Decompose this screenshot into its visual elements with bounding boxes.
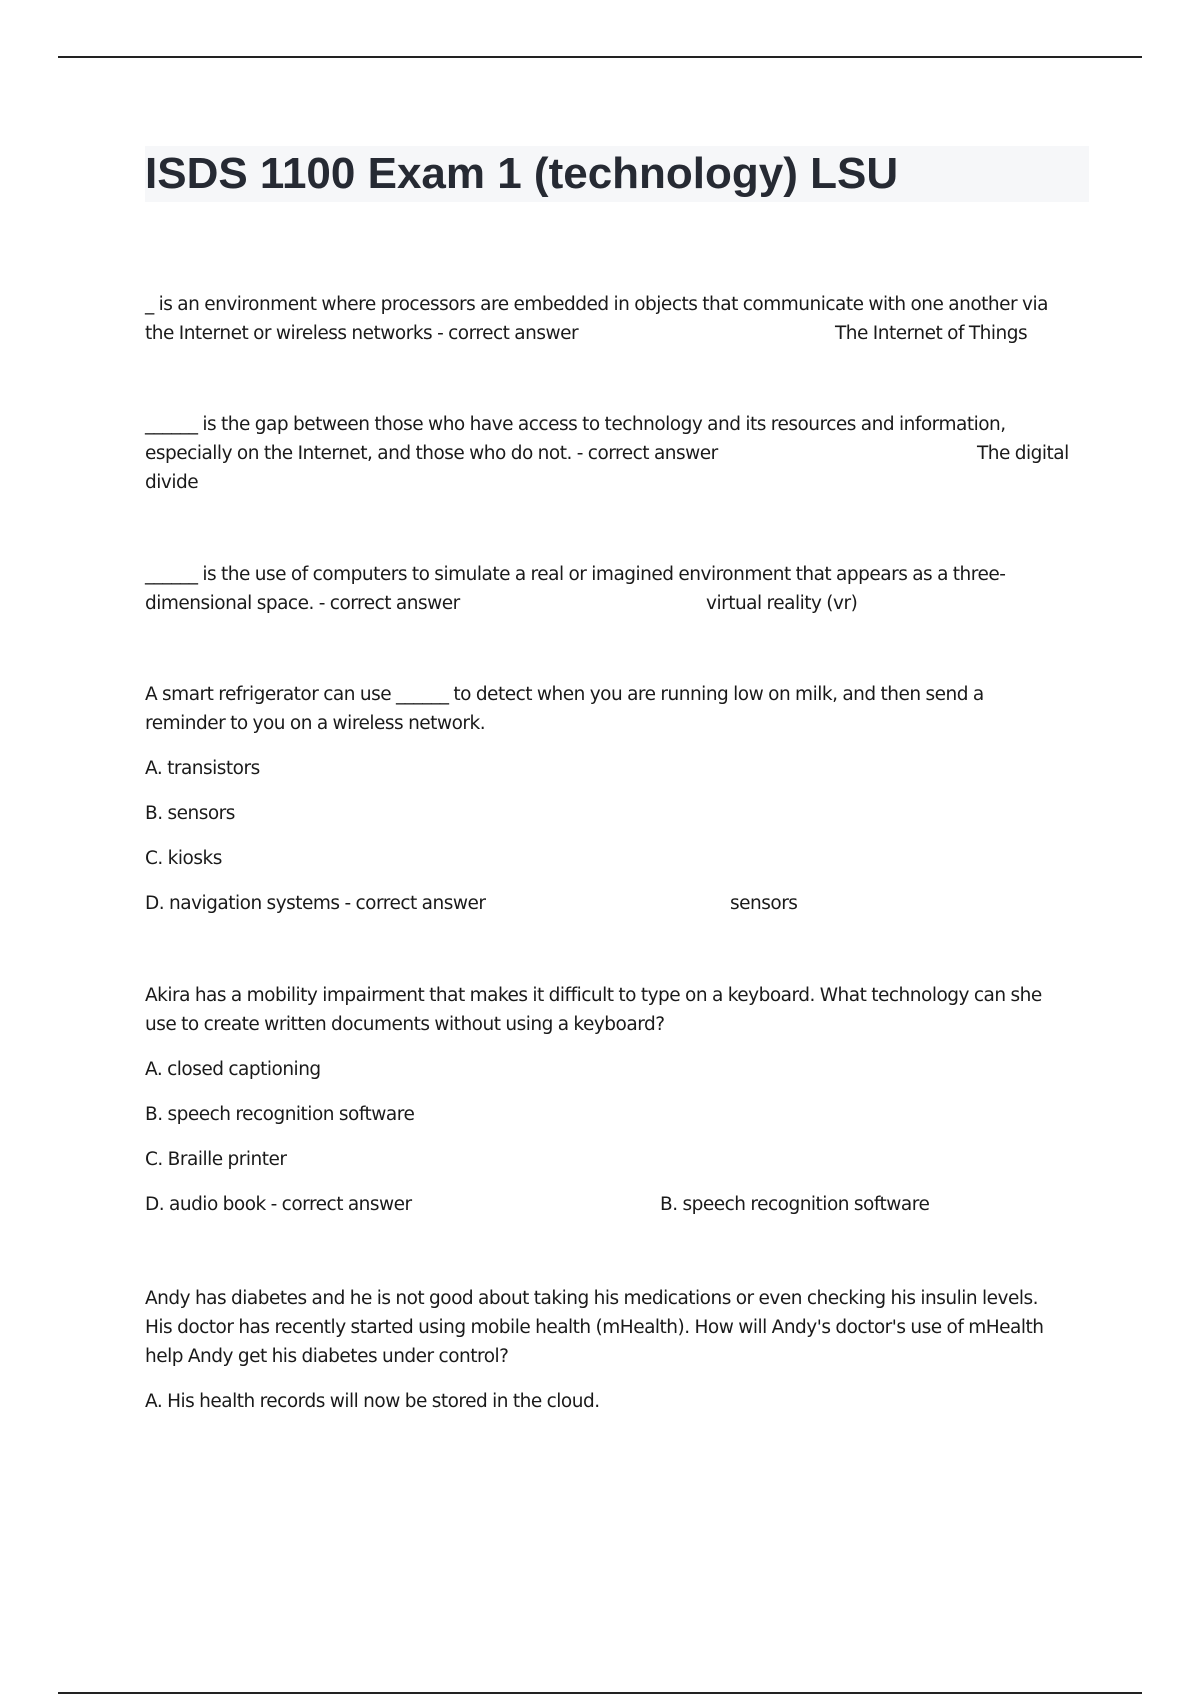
question-4 <box>145 680 1085 918</box>
question-text: the Internet or wireless networks - correct answer <box>145 323 579 344</box>
question-line: help Andy get his diabetes under control? <box>145 1346 509 1367</box>
question-5 <box>145 981 1085 1219</box>
question-line: ______ is the gap between those who have access to technology and its resources and information, <box>145 414 1006 435</box>
question-text: dimensional space. - correct answer <box>145 593 460 614</box>
option-c: C. Braille printer <box>145 1149 287 1170</box>
question-line-with-answer <box>145 439 1085 468</box>
option-a: A. closed captioning <box>145 1059 321 1080</box>
option-d: D. navigation systems - correct answer <box>145 893 486 914</box>
answer-text: sensors <box>730 893 798 914</box>
top-rule <box>58 56 1142 58</box>
bottom-rule <box>58 1692 1142 1694</box>
option-a: A. His health records will now be stored in the cloud. <box>145 1391 600 1412</box>
question-1 <box>145 290 1085 348</box>
answer-text: The Internet of Things <box>835 323 1028 344</box>
option-d: D. audio book - correct answer <box>145 1194 412 1215</box>
option-b: B. speech recognition software <box>145 1104 415 1125</box>
question-line: A smart refrigerator can use ______ to detect when you are running low on milk, and then send a <box>145 684 984 705</box>
question-line: use to create written documents without using a keyboard? <box>145 1014 665 1035</box>
option-c: C. kiosks <box>145 848 222 869</box>
answer-text: B. speech recognition software <box>660 1194 930 1215</box>
answer-text: virtual reality (vr) <box>706 593 858 614</box>
question-line-with-answer <box>145 589 1085 618</box>
option-b: B. sensors <box>145 803 235 824</box>
question-line: Akira has a mobility impairment that makes it difficult to type on a keyboard. What technology can she <box>145 985 1042 1006</box>
question-line: _ is an environment where processors are embedded in objects that communicate with one another via <box>145 294 1048 315</box>
answer-text: The digital <box>977 443 1069 464</box>
option-d-with-answer <box>145 1190 1085 1219</box>
answer-continuation: divide <box>145 472 199 493</box>
question-3 <box>145 560 1085 618</box>
option-a: A. transistors <box>145 758 260 779</box>
option-d-with-answer <box>145 889 1085 918</box>
question-line: ______ is the use of computers to simulate a real or imagined environment that appears as a three- <box>145 564 1006 585</box>
question-line: reminder to you on a wireless network. <box>145 713 486 734</box>
question-text: especially on the Internet, and those who do not. - correct answer <box>145 443 718 464</box>
question-6 <box>145 1284 1085 1416</box>
question-line: His doctor has recently started using mobile health (mHealth). How will Andy's doctor's use of mHealth <box>145 1317 1044 1338</box>
question-line-with-answer <box>145 319 1085 348</box>
document-title: ISDS 1100 Exam 1 (technology) LSU <box>145 149 899 198</box>
question-2 <box>145 410 1085 497</box>
question-line: Andy has diabetes and he is not good about taking his medications or even checking his insulin levels. <box>145 1288 1039 1309</box>
